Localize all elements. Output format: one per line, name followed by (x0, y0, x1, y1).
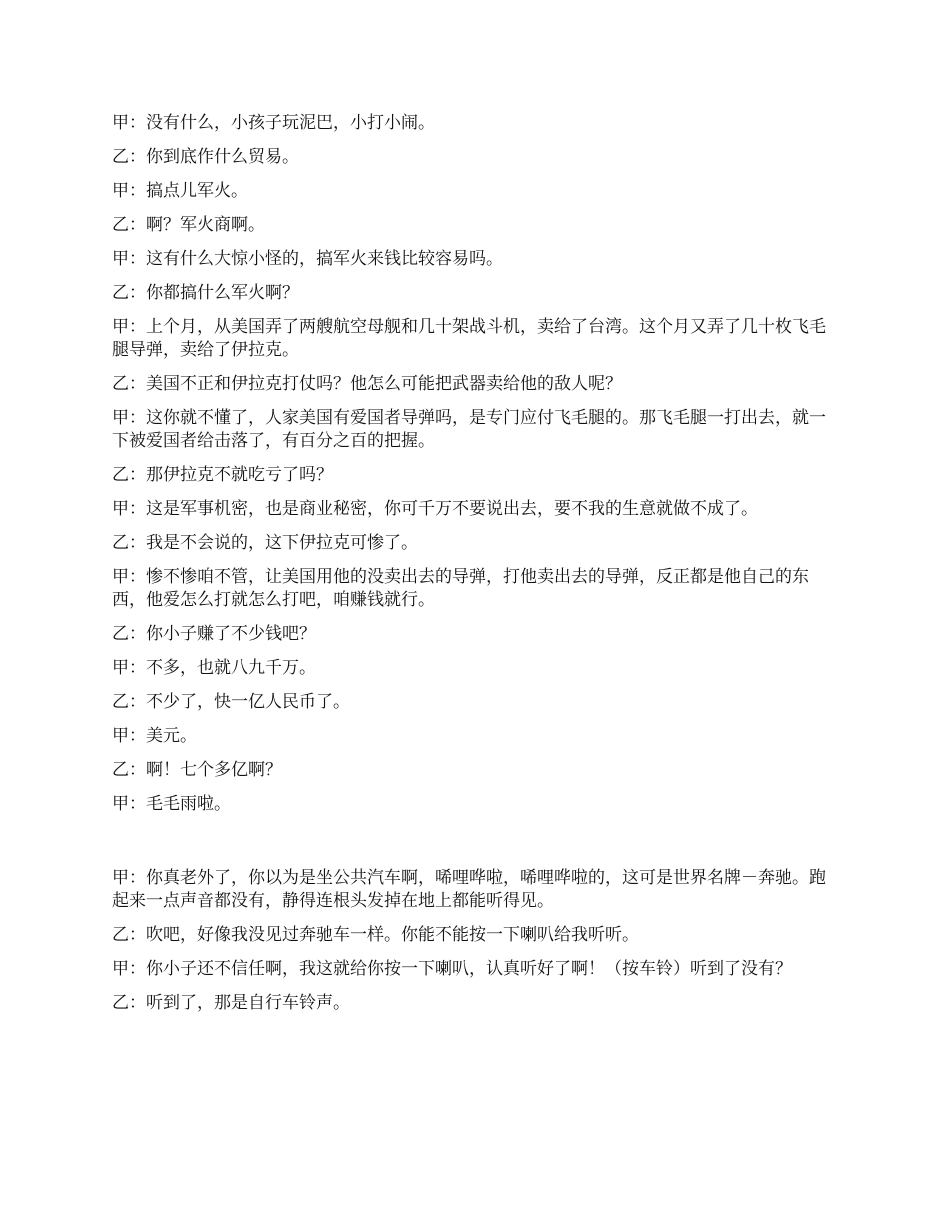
dialogue-line: 甲：毛毛雨啦。 (112, 794, 231, 814)
dialogue-line: 甲：这有什么大惊小怪的，搞军火来钱比较容易吗。 (112, 249, 503, 269)
dialogue-line: 乙：你都搞什么军火啊？ (112, 283, 299, 303)
dialogue-line: 甲：这你就不懂了，人家美国有爱国者导弹吗，是专门应付飞毛腿的。那飞毛腿一打出去，就一下被爱国者给击落了，有百分之百的把握。 (112, 408, 826, 451)
dialogue-line: 乙：吹吧，好像我没见过奔驰车一样。你能不能按一下喇叭给我听听。 (112, 925, 639, 945)
dialogue-line: 乙：不少了，快一亿人民币了。 (112, 692, 350, 712)
dialogue-line: 乙：我是不会说的，这下伊拉克可惨了。 (112, 533, 418, 553)
dialogue-text (112, 112, 840, 1026)
dialogue-line: 甲：没有什么，小孩子玩泥巴，小打小闹。 (112, 113, 435, 133)
dialogue-line: 乙：啊？军火商啊。 (112, 215, 265, 235)
section-gap (112, 827, 840, 867)
dialogue-line: 甲：你真老外了，你以为是坐公共汽车啊，唏哩哗啦，唏哩哗啦的，这可是世界名牌－奔驰。跑起来一点声音都没有，静得连根头发掉在地上都能听得见。 (112, 868, 826, 911)
dialogue-line: 乙：听到了，那是自行车铃声。 (112, 993, 350, 1013)
dialogue-line: 甲：你小子还不信任啊，我这就给你按一下喇叭，认真听好了啊！（按车铃）听到了没有？ (112, 959, 792, 979)
dialogue-line: 甲：搞点儿军火。 (112, 181, 248, 201)
dialogue-line: 甲：这是军事机密，也是商业秘密，你可千万不要说出去，要不我的生意就做不成了。 (112, 499, 758, 519)
dialogue-line: 甲：美元。 (112, 726, 197, 746)
dialogue-line: 甲：惨不惨咱不管，让美国用他的没卖出去的导弹，打他卖出去的导弹，反正都是他自己的东西，他爱怎么打就怎么打吧，咱赚钱就行。 (112, 567, 809, 610)
dialogue-line: 甲：不多，也就八九千万。 (112, 658, 316, 678)
dialogue-line: 乙：啊！七个多亿啊？ (112, 760, 282, 780)
dialogue-line: 甲：上个月，从美国弄了两艘航空母舰和几十架战斗机，卖给了台湾。这个月又弄了几十枚飞毛腿导弹，卖给了伊拉克。 (112, 317, 826, 360)
dialogue-line: 乙：你到底作什么贸易。 (112, 147, 299, 167)
dialogue-line: 乙：那伊拉克不就吃亏了吗？ (112, 465, 333, 485)
dialogue-line: 乙：你小子赚了不少钱吧？ (112, 624, 316, 644)
dialogue-line: 乙：美国不正和伊拉克打仗吗？他怎么可能把武器卖给他的敌人呢？ (112, 374, 622, 394)
